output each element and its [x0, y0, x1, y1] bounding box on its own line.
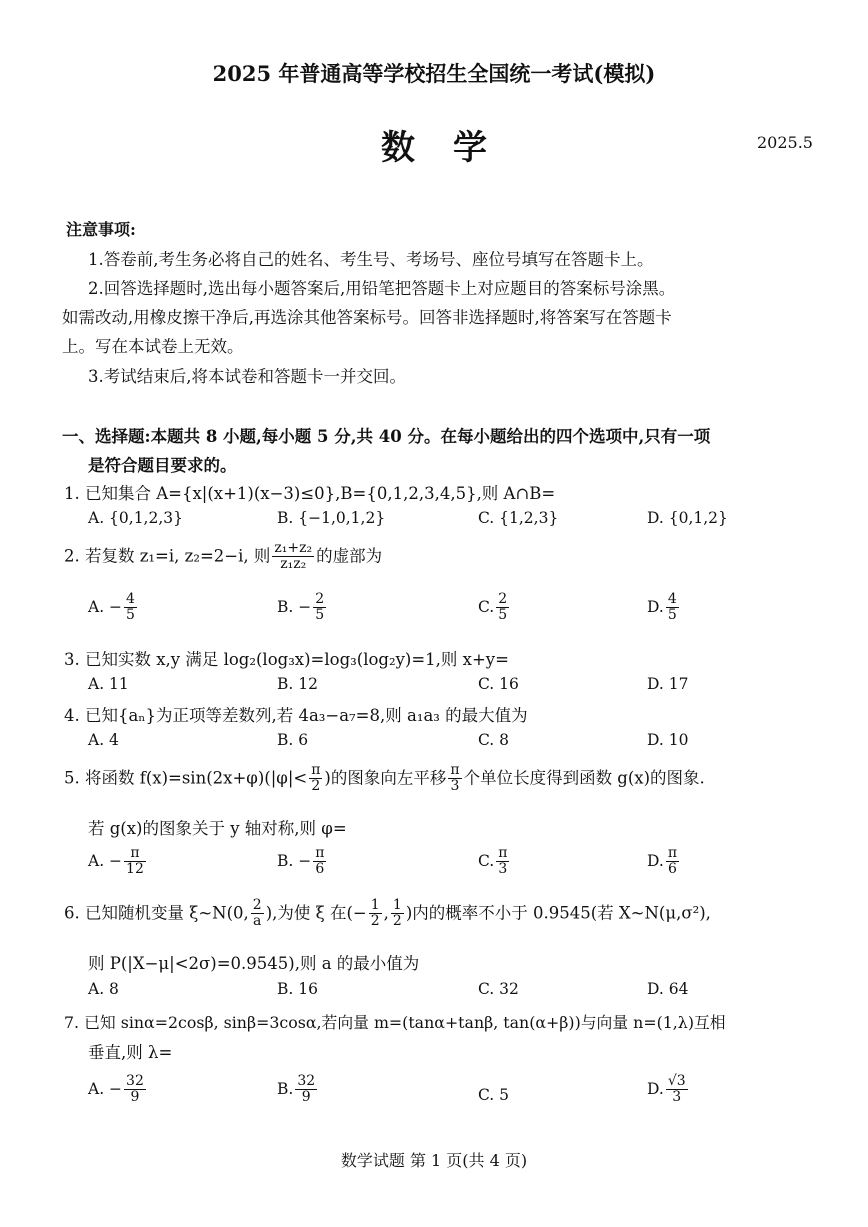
question-4-option-c: C. 8 — [478, 731, 510, 749]
question-5-option-d — [647, 846, 681, 878]
option-fraction — [295, 1074, 317, 1106]
fraction-numerator: 2 — [498, 591, 508, 607]
fraction-numerator: π — [667, 845, 678, 861]
question-3-option-c: C. 16 — [478, 675, 519, 693]
section-heading-line-2: 是符合题目要求的。 — [88, 456, 237, 475]
fraction-denominator: 2 — [311, 778, 321, 795]
option-fraction — [496, 846, 509, 878]
fraction-denominator: 9 — [130, 1089, 140, 1106]
question-5-stem-mid: )的图象向左平移 — [324, 768, 447, 788]
option-label: A. − — [88, 597, 123, 616]
question-3-stem: 3. 已知实数 x,y 满足 log₂(log₃x)=log₃(log₂y)=1,则 x+y= — [64, 650, 509, 669]
question-4-option-d: D. 10 — [647, 731, 689, 749]
exam-title: 2025 年普通高等学校招生全国统一考试(模拟) — [212, 61, 656, 86]
question-6-stem-mid: ),为使 ξ 在(− — [265, 903, 367, 923]
question-2-option-a — [88, 592, 139, 624]
question-2-option-d — [647, 592, 681, 624]
question-5-fraction-1 — [309, 763, 322, 795]
section-heading-line-1: 一、选择题:本题共 8 小题,每小题 5 分,共 40 分。在每小题给出的四个选项中,只有一项 — [62, 427, 711, 446]
exam-date: 2025.5 — [757, 133, 813, 152]
notice-item-3: 3.考试结束后,将本试卷和答题卡一并交回。 — [88, 367, 406, 386]
fraction-numerator: √3 — [667, 1073, 686, 1089]
option-fraction — [666, 1074, 688, 1106]
question-4-stem: 4. 已知{aₙ}为正项等差数列,若 4a₃−a₇=8,则 a₁a₃ 的最大值为 — [64, 706, 528, 725]
option-fraction — [666, 592, 679, 624]
question-3-option-b: B. 12 — [277, 675, 318, 693]
option-label: A. − — [88, 1079, 123, 1098]
fraction-denominator: 6 — [667, 861, 677, 878]
fraction-numerator: π — [315, 845, 325, 861]
question-6-stem-post: )内的概率不小于 0.9545(若 X~N(μ,σ²), — [405, 903, 711, 923]
notice-heading: 注意事项: — [66, 220, 136, 239]
fraction-numerator: 1 — [392, 897, 402, 913]
question-6-line-2: 则 P(|X−μ|<2σ)=0.9545),则 a 的最小值为 — [88, 954, 420, 973]
option-label: D. — [647, 1079, 664, 1098]
fraction-numerator: 4 — [667, 591, 677, 607]
fraction-denominator: 2 — [392, 913, 402, 930]
fraction-numerator: π — [124, 846, 146, 862]
question-1-option-b: B. {−1,0,1,2} — [277, 509, 386, 527]
question-2-option-c — [478, 592, 511, 624]
fraction-denominator: 3 — [672, 1089, 682, 1106]
question-5-line-2: 若 g(x)的图象关于 y 轴对称,则 φ= — [88, 819, 347, 838]
fraction-numerator: π — [450, 762, 460, 778]
option-label: C. — [478, 851, 495, 870]
question-5-fraction-2 — [448, 763, 461, 795]
page-footer: 数学试题 第 1 页(共 4 页) — [340, 1151, 528, 1170]
fraction-denominator: z₁z₂ — [280, 556, 307, 573]
option-label: A. − — [88, 851, 123, 870]
question-7-line-1: 7. 已知 sinα=2cosβ, sinβ=3cosα,若向量 m=(tanα+tanβ, tan(α+β))与向量 n=(1,λ)互相 — [64, 1013, 726, 1032]
notice-item-1: 1.答卷前,考生务必将自己的姓名、考生号、考场号、座位号填写在答题卡上。 — [88, 250, 654, 269]
option-fraction — [124, 846, 146, 878]
question-6-stem-pre: 6. 已知随机变量 ξ~N(0, — [64, 903, 249, 923]
question-6-option-b: B. 16 — [277, 980, 318, 998]
question-7-option-c: C. 5 — [478, 1086, 510, 1104]
option-label: C. — [478, 597, 495, 616]
question-2-stem — [64, 541, 382, 573]
question-7-option-b — [277, 1074, 319, 1106]
question-6-fraction-1 — [251, 898, 264, 930]
option-fraction — [496, 592, 509, 624]
question-1-stem: 1. 已知集合 A={x|(x+1)(x−3)≤0},B={0,1,2,3,4,5},则 A∩B= — [64, 484, 556, 503]
fraction-denominator: 5 — [667, 607, 677, 624]
option-fraction — [124, 1074, 146, 1106]
option-fraction — [666, 846, 679, 878]
fraction-numerator: 2 — [315, 591, 325, 607]
question-5-stem-post: 个单位长度得到函数 g(x)的图象. — [463, 768, 705, 788]
fraction-denominator: 6 — [315, 861, 325, 878]
fraction-denominator: 2 — [370, 913, 380, 930]
question-4-option-b: B. 6 — [277, 731, 309, 749]
question-2-option-b — [277, 592, 328, 624]
option-label: B. − — [277, 851, 312, 870]
fraction-denominator: 3 — [450, 778, 460, 795]
fraction-numerator: 32 — [297, 1073, 316, 1089]
question-6-comma: , — [383, 903, 389, 923]
question-6-option-c: C. 32 — [478, 980, 519, 998]
option-label: B. − — [277, 597, 312, 616]
fraction-denominator: 12 — [126, 861, 144, 878]
question-2-stem-post: 的虚部为 — [316, 546, 383, 566]
notice-item-2-line-3: 上。写在本试卷上无效。 — [62, 337, 244, 356]
notice-item-2-line-1: 2.回答选择题时,选出每小题答案后,用铅笔把答题卡上对应题目的答案标号涂黑。 — [88, 279, 676, 298]
fraction-numerator: 32 — [126, 1073, 144, 1089]
option-label: B. — [277, 1079, 294, 1098]
question-6-fraction-2 — [369, 898, 382, 930]
fraction-denominator: 5 — [315, 607, 325, 624]
option-fraction — [124, 592, 137, 624]
fraction-numerator: 2 — [252, 897, 262, 913]
question-6-fraction-3 — [391, 898, 404, 930]
option-label: D. — [647, 597, 664, 616]
fraction-denominator: 9 — [301, 1089, 311, 1106]
fraction-numerator: z₁+z₂ — [274, 540, 313, 556]
question-6-option-d: D. 64 — [647, 980, 689, 998]
question-6-stem — [64, 898, 711, 930]
fraction-denominator: 3 — [498, 861, 508, 878]
fraction-numerator: π — [498, 845, 508, 861]
question-7-option-a — [88, 1074, 148, 1106]
question-1-option-c: C. {1,2,3} — [478, 509, 559, 527]
option-fraction — [313, 592, 326, 624]
question-4-option-a: A. 4 — [88, 731, 119, 749]
question-3-option-d: D. 17 — [647, 675, 689, 693]
fraction-denominator: a — [253, 913, 262, 930]
option-label: D. — [647, 851, 664, 870]
question-5-stem — [64, 763, 705, 795]
notice-item-2-line-2: 如需改动,用橡皮擦干净后,再选涂其他答案标号。回答非选择题时,将答案写在答题卡 — [62, 308, 672, 327]
question-7-option-d — [647, 1074, 690, 1106]
fraction-numerator: π — [311, 762, 321, 778]
fraction-numerator: 4 — [126, 591, 135, 607]
question-1-option-a: A. {0,1,2,3} — [88, 509, 183, 527]
question-5-option-a — [88, 846, 148, 878]
question-5-stem-pre: 5. 将函数 f(x)=sin(2x+φ)(|φ|< — [64, 768, 308, 788]
fraction-denominator: 5 — [126, 607, 135, 624]
option-fraction — [313, 846, 326, 878]
subject-title: 数学 — [381, 128, 525, 168]
question-5-option-c — [478, 846, 511, 878]
question-5-option-b — [277, 846, 328, 878]
question-6-option-a: A. 8 — [88, 980, 119, 998]
fraction-numerator: 1 — [370, 897, 380, 913]
question-3-option-a: A. 11 — [88, 675, 129, 693]
question-1-option-d: D. {0,1,2} — [647, 509, 728, 527]
question-2-stem-pre: 2. 若复数 z₁=i, z₂=2−i, 则 — [64, 546, 271, 566]
question-7-line-2: 垂直,则 λ= — [88, 1043, 173, 1062]
question-2-fraction — [272, 541, 314, 573]
fraction-denominator: 5 — [498, 607, 508, 624]
